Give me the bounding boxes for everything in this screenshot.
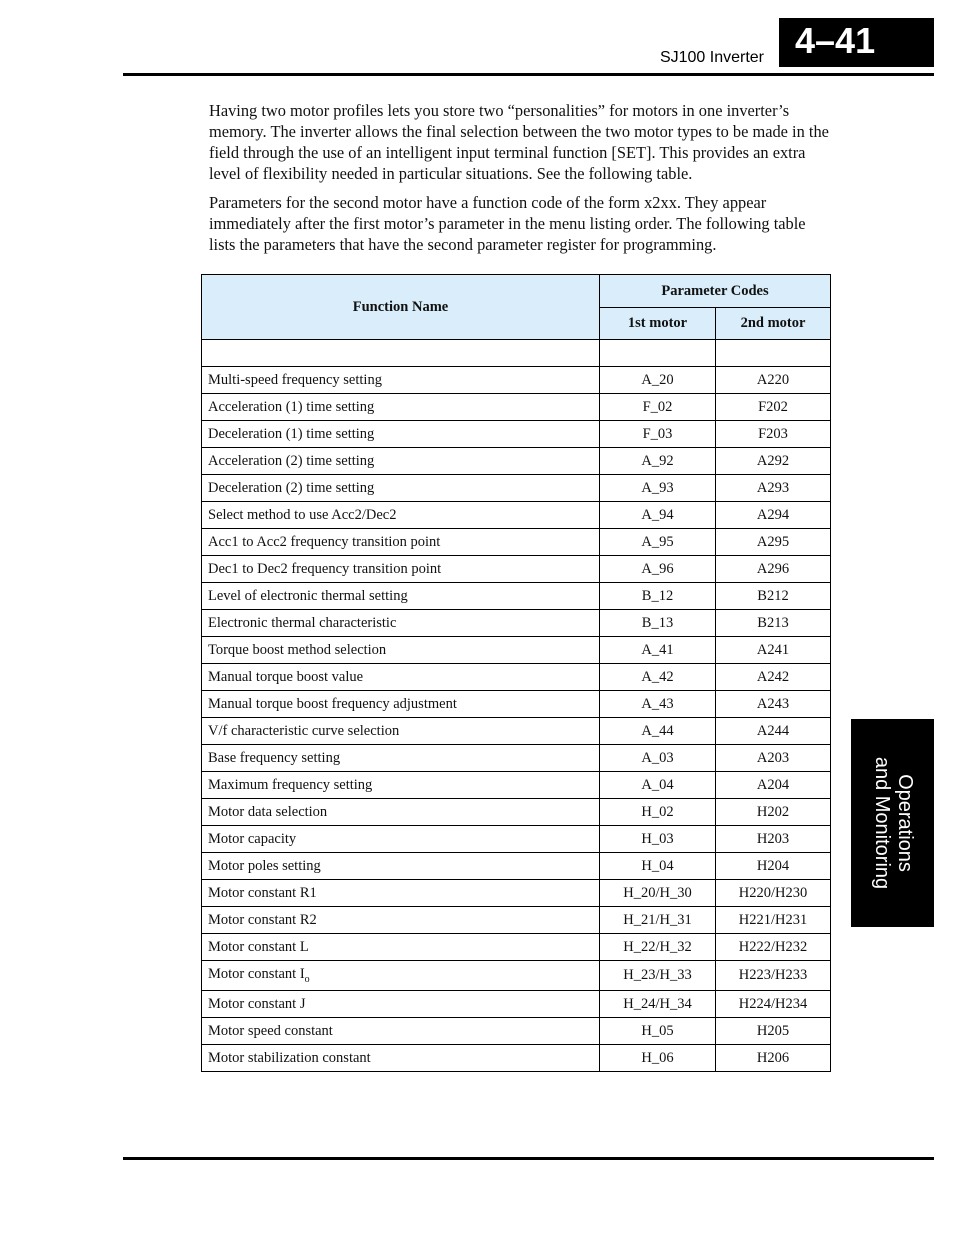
side-tab-line2: and Monitoring: [870, 756, 893, 890]
top-divider: [123, 73, 934, 76]
table-row: [202, 1045, 831, 1072]
function-name-cell: [202, 799, 600, 826]
second-motor-code: H222/H232: [716, 934, 831, 961]
first-motor-code: A_04: [600, 772, 716, 799]
function-name-cell: [202, 691, 600, 718]
function-name-text: Motor constant R1: [208, 884, 317, 901]
table-row: [202, 961, 831, 991]
second-motor-code: H203: [716, 826, 831, 853]
first-motor-code: A_44: [600, 718, 716, 745]
second-motor-code: A292: [716, 448, 831, 475]
second-motor-code: B213: [716, 610, 831, 637]
table-row: [202, 394, 831, 421]
table-row: [202, 718, 831, 745]
function-name-cell: [202, 1018, 600, 1045]
second-motor-code: H206: [716, 1045, 831, 1072]
function-name-text: Electronic thermal characteristic: [208, 614, 397, 631]
function-name-text: Base frequency setting: [208, 749, 341, 766]
first-motor-code: H_03: [600, 826, 716, 853]
function-name-cell: [202, 421, 600, 448]
function-name-cell: [202, 502, 600, 529]
function-name-text: Acceleration (2) time setting: [208, 452, 375, 469]
header-title: SJ100 Inverter: [659, 49, 764, 66]
bottom-divider: [123, 1157, 934, 1160]
table-row: [202, 826, 831, 853]
second-motor-code: A293: [716, 475, 831, 502]
table-row: [202, 853, 831, 880]
function-name-cell: [202, 907, 600, 934]
first-motor-code: A_42: [600, 664, 716, 691]
function-name-cell: [202, 583, 600, 610]
second-motor-code: F202: [716, 394, 831, 421]
side-tab-label: [870, 757, 916, 889]
function-name-cell: [202, 394, 600, 421]
side-tab-line1: Operations: [893, 774, 916, 872]
function-name-cell: [202, 934, 600, 961]
second-motor-code: A220: [716, 367, 831, 394]
function-name-text: Deceleration (1) time setting: [208, 425, 375, 442]
table-row: [202, 637, 831, 664]
second-motor-code: A243: [716, 691, 831, 718]
function-name-text: Manual torque boost value: [208, 668, 364, 685]
second-motor-code: A203: [716, 745, 831, 772]
function-name-cell: [202, 853, 600, 880]
function-name-text: Motor data selection: [208, 803, 328, 820]
table-row: [202, 583, 831, 610]
first-motor-code: H_24/H_34: [600, 991, 716, 1018]
second-motor-code: A294: [716, 502, 831, 529]
function-name-cell: [202, 991, 600, 1018]
first-motor-code: H_04: [600, 853, 716, 880]
function-name-cell: [202, 961, 600, 991]
first-motor-code: H_22/H_32: [600, 934, 716, 961]
function-name-cell: [202, 826, 600, 853]
function-name-cell: [202, 475, 600, 502]
function-name-cell: [202, 610, 600, 637]
page-number: 4–41: [779, 18, 934, 67]
table-row: [202, 421, 831, 448]
function-name-text: Motor constant R2: [208, 911, 317, 928]
body-text: [209, 100, 834, 263]
function-name-text: Motor speed constant: [208, 1022, 333, 1039]
function-name-cell: [202, 556, 600, 583]
first-motor-code: H_20/H_30: [600, 880, 716, 907]
first-motor-code: H_23/H_33: [600, 961, 716, 991]
function-name-text: V/f characteristic curve selection: [208, 722, 400, 739]
function-name-text: Motor capacity: [208, 830, 297, 847]
function-name-text: Motor constant J: [208, 995, 306, 1012]
function-name-text: Deceleration (2) time setting: [208, 479, 375, 496]
first-motor-code: H_05: [600, 1018, 716, 1045]
function-name-text: Motor poles setting: [208, 857, 321, 874]
table-row: [202, 1018, 831, 1045]
header-2nd-motor: 2nd motor: [716, 308, 831, 340]
function-name-text: Motor stabilization constant: [208, 1049, 371, 1066]
table-row: [202, 610, 831, 637]
function-name-text: Manual torque boost frequency adjustment: [208, 695, 457, 712]
function-name-cell: [202, 664, 600, 691]
function-name-text: Motor constant L: [208, 938, 309, 955]
function-name-cell: [202, 772, 600, 799]
first-motor-code: H_21/H_31: [600, 907, 716, 934]
first-motor-code: F_02: [600, 394, 716, 421]
first-motor-code: B_12: [600, 583, 716, 610]
second-motor-code: A244: [716, 718, 831, 745]
table-row: [202, 691, 831, 718]
section-side-tab: [851, 719, 934, 927]
second-motor-code: F203: [716, 421, 831, 448]
table-row: [202, 991, 831, 1018]
function-name-text: Multi-speed frequency setting: [208, 371, 382, 388]
second-motor-code: A241: [716, 637, 831, 664]
function-name-cell: [202, 718, 600, 745]
function-name-text: Dec1 to Dec2 frequency transition point: [208, 560, 442, 577]
table-row: [202, 772, 831, 799]
table-row: [202, 475, 831, 502]
first-motor-code: B_13: [600, 610, 716, 637]
function-name-text: Torque boost method selection: [208, 641, 387, 658]
second-motor-code: H224/H234: [716, 991, 831, 1018]
function-name-text: Acc1 to Acc2 frequency transition point: [208, 533, 441, 550]
function-name-text: Acceleration (1) time setting: [208, 398, 375, 415]
second-motor-code: A295: [716, 529, 831, 556]
first-motor-code: H_02: [600, 799, 716, 826]
table-row: [202, 664, 831, 691]
function-name-cell: [202, 529, 600, 556]
second-motor-code: H202: [716, 799, 831, 826]
first-motor-code: F_03: [600, 421, 716, 448]
table-row: [202, 448, 831, 475]
first-motor-code: A_03: [600, 745, 716, 772]
first-motor-code: A_94: [600, 502, 716, 529]
table-body: [202, 340, 831, 1072]
table-row: [202, 907, 831, 934]
first-motor-code: A_43: [600, 691, 716, 718]
header-1st-motor: 1st motor: [600, 308, 716, 340]
second-motor-code: H204: [716, 853, 831, 880]
paragraph-1: Having two motor profiles lets you store two “personalities” for motors in one inverter’s memory. The inverter allows the final selection between the two motor types to be made in the field through the use of an intelligent input terminal function [SET]. This provides an extra level of flexibility needed in particular situations. See the following table.: [209, 101, 829, 183]
function-name-cell: [202, 367, 600, 394]
function-name-cell: [202, 745, 600, 772]
table-row: [202, 502, 831, 529]
function-name-text: Level of electronic thermal setting: [208, 587, 408, 604]
first-motor-code: A_41: [600, 637, 716, 664]
second-motor-code: H223/H233: [716, 961, 831, 991]
function-name-subscript: o: [304, 973, 310, 985]
first-motor-code: A_95: [600, 529, 716, 556]
function-name-text: Motor constant I: [208, 966, 305, 983]
second-motor-code: H221/H231: [716, 907, 831, 934]
second-motor-code: A204: [716, 772, 831, 799]
function-name-cell: [202, 1045, 600, 1072]
table-row: [202, 745, 831, 772]
table-row: [202, 880, 831, 907]
first-motor-code: A_96: [600, 556, 716, 583]
second-motor-code: A296: [716, 556, 831, 583]
paragraph-2: Parameters for the second motor have a function code of the form x2xx. They appear immediately after the first motor’s parameter in the menu listing order. The following table lists the parameters that have the second parameter register for programming.: [209, 193, 806, 254]
second-motor-code: B212: [716, 583, 831, 610]
first-motor-code: A_20: [600, 367, 716, 394]
function-name-text: Maximum frequency setting: [208, 776, 373, 793]
table-row: [202, 799, 831, 826]
function-name-cell: [202, 637, 600, 664]
table-row: [202, 934, 831, 961]
second-motor-code: A242: [716, 664, 831, 691]
first-motor-code: A_93: [600, 475, 716, 502]
function-name-cell: [202, 448, 600, 475]
second-motor-code: H220/H230: [716, 880, 831, 907]
function-name-text: Select method to use Acc2/Dec2: [208, 506, 397, 523]
header-function-name: Function Name: [202, 275, 600, 340]
header-parameter-codes: Parameter Codes: [600, 275, 831, 308]
function-name-cell: [202, 880, 600, 907]
table-row: [202, 529, 831, 556]
table-row: [202, 367, 831, 394]
second-motor-code: H205: [716, 1018, 831, 1045]
first-motor-code: H_06: [600, 1045, 716, 1072]
parameter-table: [201, 274, 831, 1072]
table-row: [202, 556, 831, 583]
first-motor-code: A_92: [600, 448, 716, 475]
